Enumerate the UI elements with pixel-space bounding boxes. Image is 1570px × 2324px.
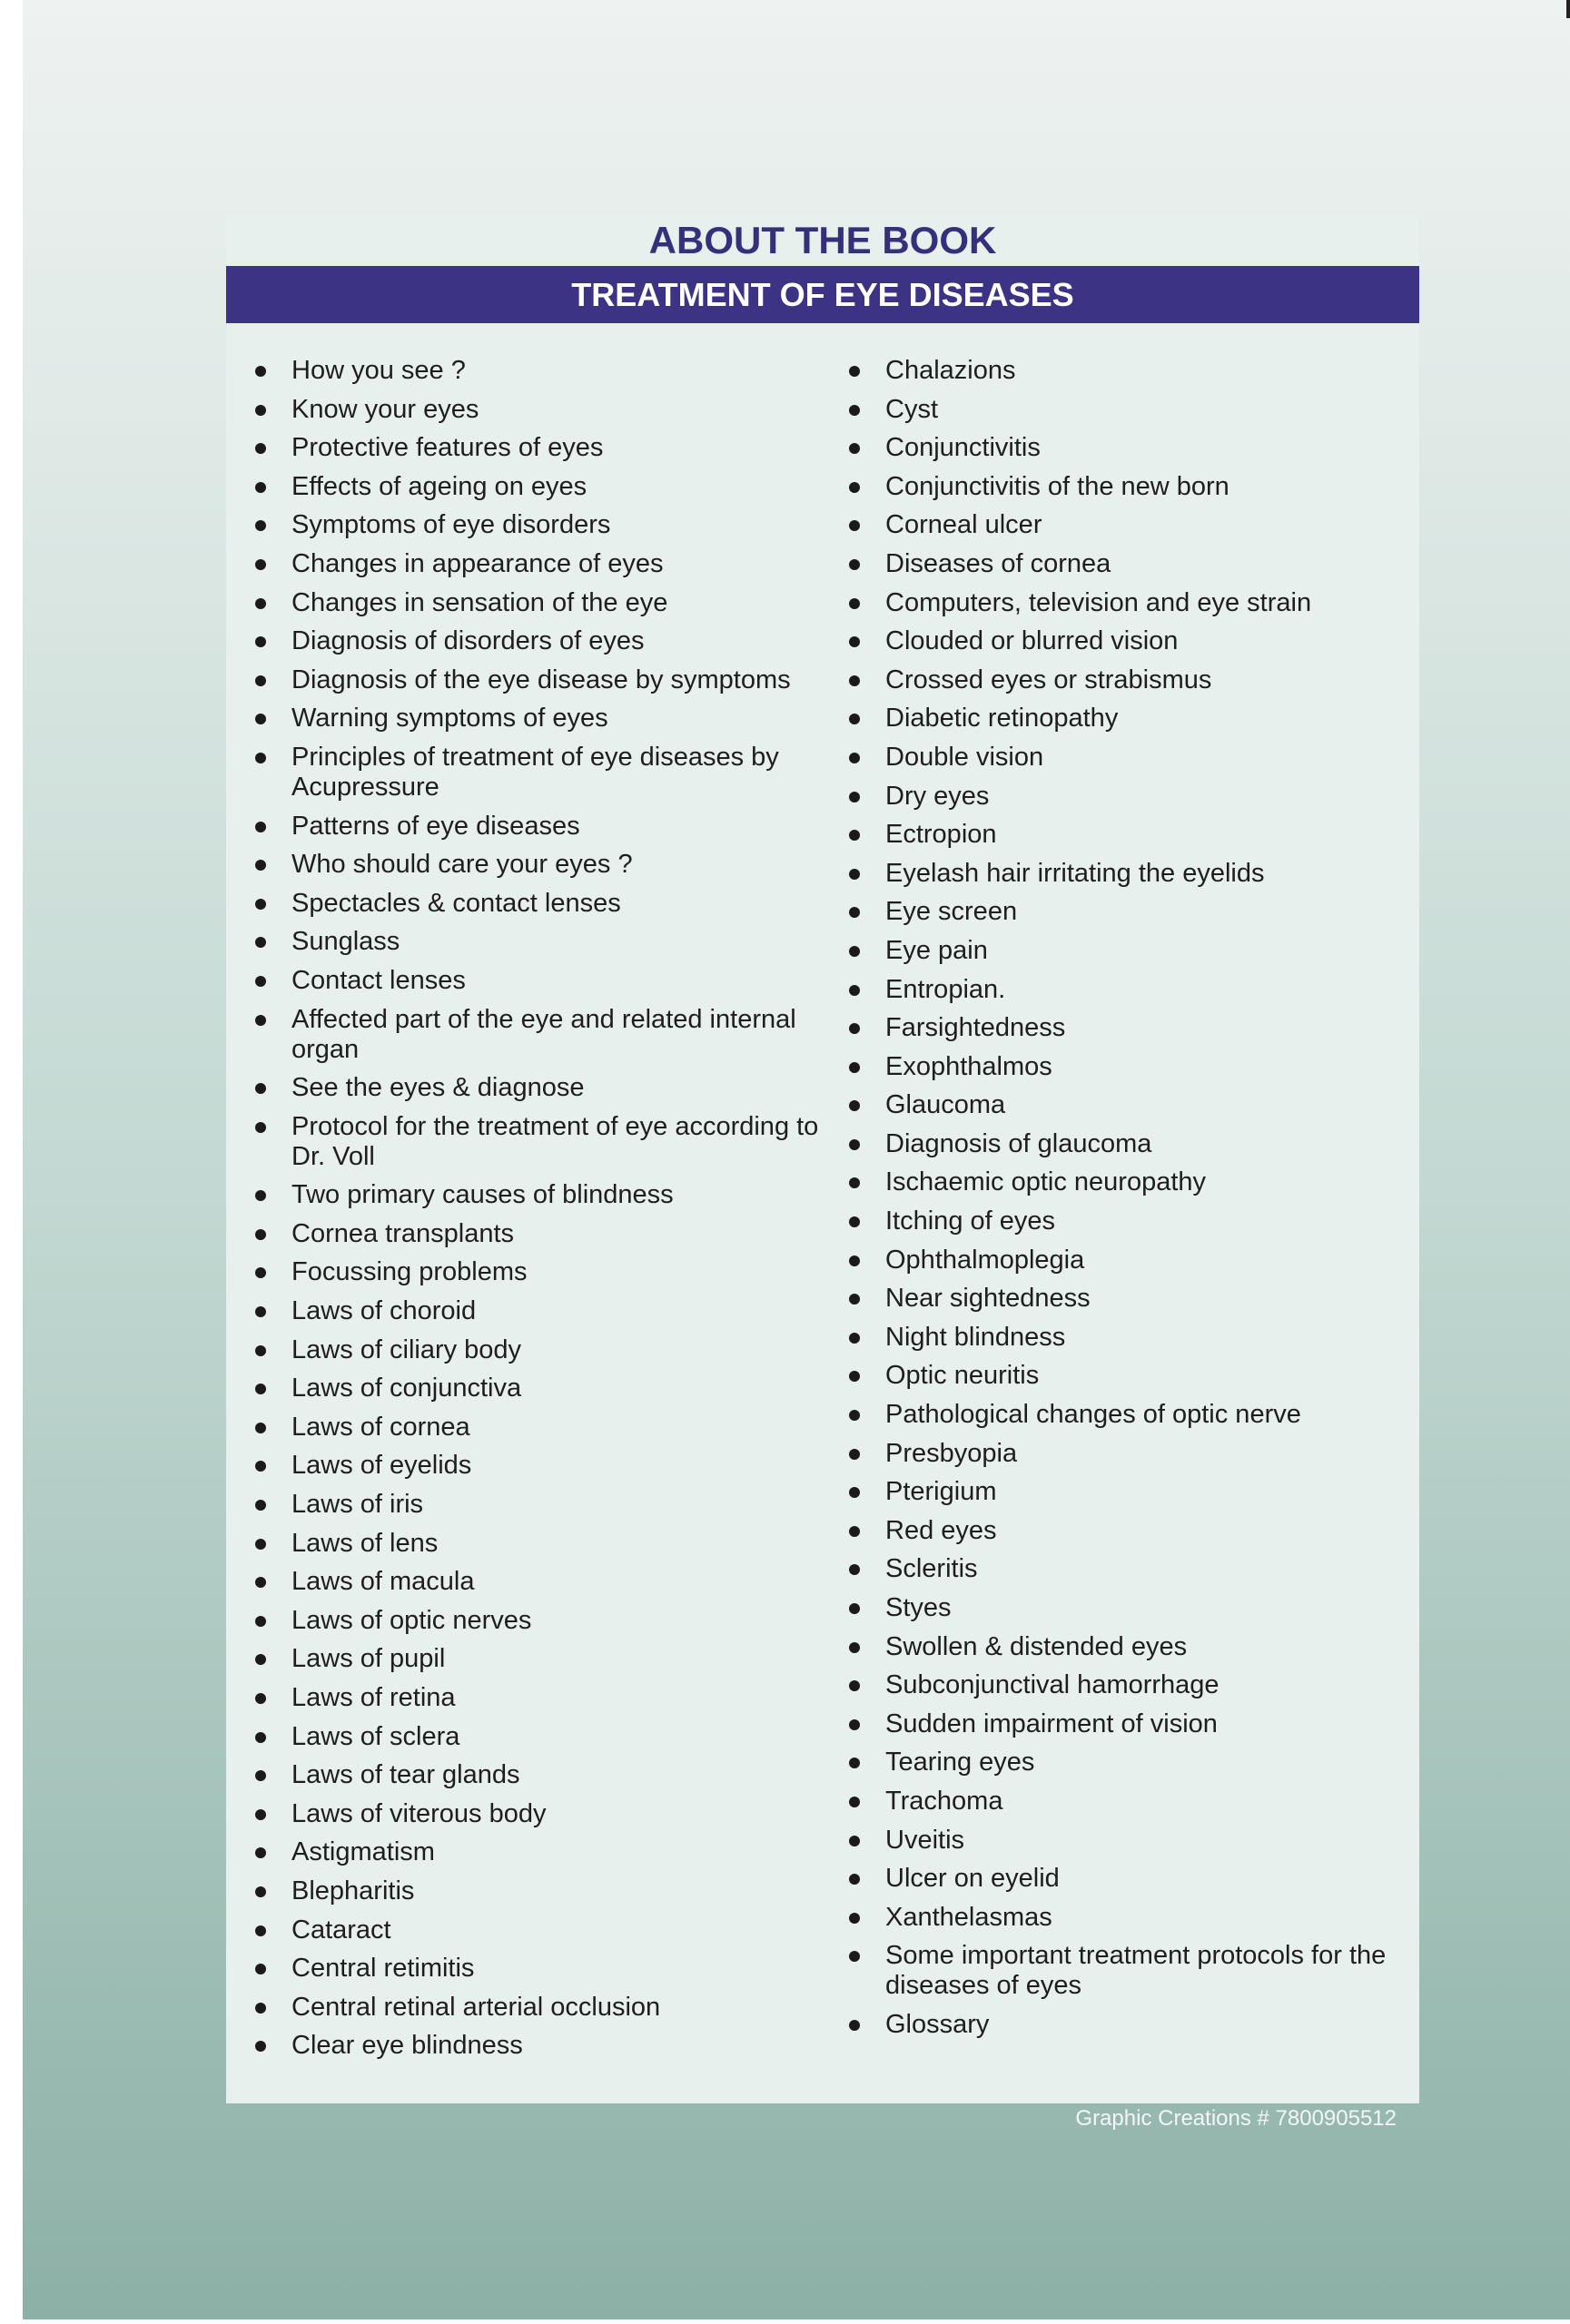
bullet-icon: [849, 907, 860, 918]
list-item-label: Exophthalmos: [885, 1051, 1052, 1081]
list-item: [255, 356, 836, 386]
list-item: [255, 588, 836, 618]
list-item: [255, 1335, 836, 1365]
bullet-icon: [849, 675, 860, 686]
list-item: [255, 626, 836, 656]
bullet-icon: [255, 1461, 266, 1472]
list-item-label: Protocol for the treatment of eye according to Dr. Voll: [291, 1111, 819, 1171]
bullet-icon: [849, 1216, 860, 1227]
list-item: [849, 1516, 1412, 1546]
list-item: [849, 1013, 1412, 1043]
bullet-icon: [849, 482, 860, 493]
list-item-label: Laws of sclera: [291, 1721, 460, 1751]
list-item-label: Dry eyes: [885, 781, 990, 811]
list-item-label: Presbyopia: [885, 1438, 1018, 1468]
bullet-icon: [255, 1693, 266, 1704]
list-item-label: Warning symptoms of eyes: [291, 704, 608, 734]
list-item-label: Diseases of cornea: [885, 548, 1111, 578]
bullet-icon: [849, 1062, 860, 1073]
list-item: [255, 549, 836, 579]
list-item-label: Conjunctivitis of the new born: [885, 471, 1229, 501]
list-item-label: Laws of choroid: [291, 1296, 477, 1326]
list-item-label: Tearing eyes: [885, 1748, 1035, 1777]
list-item-label: Eye pain: [885, 935, 988, 965]
about-book-panel: [226, 215, 1419, 2103]
list-item-label: Diagnosis of the eye disease by symptoms: [291, 665, 791, 694]
bullet-icon: [849, 1680, 860, 1691]
list-item: [255, 510, 836, 540]
bullet-icon: [849, 559, 860, 570]
bullet-icon: [849, 1294, 860, 1305]
list-item: [849, 626, 1412, 656]
bullet-icon: [849, 405, 860, 416]
bullet-icon: [255, 1616, 266, 1627]
bullet-icon: [255, 714, 266, 724]
list-item: [849, 433, 1412, 463]
list-item: [255, 1760, 836, 1790]
bullet-icon: [849, 1256, 860, 1266]
bullet-icon: [255, 976, 266, 987]
list-item: [255, 812, 836, 842]
bullet-icon: [849, 1603, 860, 1614]
list-item: [849, 549, 1412, 579]
bullet-icon: [255, 1654, 266, 1665]
topics-list-right: [849, 356, 1412, 2049]
bullet-icon: [849, 1642, 860, 1653]
bullet-icon: [849, 1333, 860, 1344]
list-item-label: Night blindness: [885, 1322, 1066, 1352]
list-item: [255, 1374, 836, 1403]
list-item: [849, 2010, 1412, 2040]
list-item: [255, 927, 836, 957]
list-item: [849, 588, 1412, 618]
list-item-label: Contact lenses: [291, 965, 466, 995]
list-item: [849, 975, 1412, 1005]
list-item: [255, 1722, 836, 1752]
bullet-icon: [849, 1797, 860, 1807]
bullet-icon: [255, 1423, 266, 1433]
list-item: [849, 782, 1412, 812]
list-item-label: Eye screen: [885, 897, 1018, 927]
bullet-icon: [255, 1539, 266, 1550]
list-item: [255, 1606, 836, 1636]
list-item: [255, 1073, 836, 1103]
bullet-icon: [255, 1886, 266, 1897]
list-item: [849, 472, 1412, 502]
list-item-label: Central retinal arterial occlusion: [291, 1992, 661, 2022]
list-item-label: Pterigium: [885, 1477, 997, 1507]
list-item: [849, 1941, 1412, 2001]
page-background: [23, 0, 1570, 2319]
list-item-label: Laws of pupil: [291, 1644, 446, 1674]
bullet-icon: [849, 636, 860, 647]
list-item: [849, 1206, 1412, 1236]
bullet-icon: [849, 1139, 860, 1150]
bullet-icon: [255, 2041, 266, 2052]
edge-mark: [1566, 0, 1570, 18]
bullet-icon: [849, 753, 860, 763]
credit-text: Graphic Creations # 7800905512: [1075, 2106, 1397, 2131]
list-item: [849, 1090, 1412, 1120]
list-item-label: Effects of ageing on eyes: [291, 471, 588, 501]
list-item-label: Two primary causes of blindness: [291, 1180, 674, 1210]
list-item-label: Subconjunctival hamorrhage: [885, 1670, 1219, 1700]
list-item: [849, 1748, 1412, 1777]
bullet-icon: [255, 598, 266, 609]
list-item-label: Eyelash hair irritating the eyelids: [885, 858, 1265, 888]
bullet-icon: [849, 1526, 860, 1537]
bullet-icon: [849, 1758, 860, 1768]
bullet-icon: [255, 1122, 266, 1133]
bullet-icon: [255, 1384, 266, 1394]
list-item-label: Laws of tear glands: [291, 1760, 520, 1790]
list-item-label: Pathological changes of optic nerve: [885, 1400, 1301, 1430]
list-item: [255, 395, 836, 425]
list-item: [849, 1554, 1412, 1584]
list-item-label: Laws of ciliary body: [291, 1334, 522, 1364]
list-item-label: Affected part of the eye and related internal organ: [291, 1004, 796, 1064]
list-item-label: Glossary: [885, 2009, 990, 2039]
list-item-label: Conjunctivitis: [885, 433, 1041, 463]
list-item-label: Principles of treatment of eye diseases by Acupressure: [291, 742, 779, 802]
list-item: [255, 1451, 836, 1481]
list-item: [255, 889, 836, 919]
list-item-label: Cornea transplants: [291, 1218, 515, 1248]
list-item-label: Swollen & distended eyes: [885, 1631, 1188, 1661]
list-item: [255, 704, 836, 734]
list-item: [849, 356, 1412, 386]
list-item-label: Cyst: [885, 394, 938, 424]
bullet-icon: [849, 366, 860, 377]
list-item: [255, 1529, 836, 1559]
bullet-icon: [255, 675, 266, 686]
list-item-label: Ectropion: [885, 820, 997, 850]
list-item: [849, 1439, 1412, 1469]
list-item-label: Computers, television and eye strain: [885, 587, 1312, 617]
list-item-label: Uveitis: [885, 1825, 965, 1855]
list-item-label: Focussing problems: [291, 1257, 528, 1287]
list-item-label: Diabetic retinopathy: [885, 704, 1119, 734]
list-item: [255, 1915, 836, 1945]
list-item-label: Sunglass: [291, 927, 400, 957]
bullet-icon: [255, 1083, 266, 1094]
bullet-icon: [849, 1177, 860, 1188]
list-item: [849, 1787, 1412, 1817]
list-item: [255, 1683, 836, 1713]
list-item-label: Ulcer on eyelid: [885, 1864, 1060, 1894]
list-item-label: How you see ?: [291, 356, 466, 385]
bullet-icon: [849, 1487, 860, 1498]
bullet-icon: [255, 2003, 266, 2014]
bullet-icon: [255, 822, 266, 832]
page-title: ABOUT THE BOOK: [648, 219, 997, 261]
list-item-label: Know your eyes: [291, 394, 479, 424]
list-item-label: Diagnosis of disorders of eyes: [291, 626, 645, 656]
bullet-icon: [255, 1500, 266, 1511]
bullet-icon: [255, 899, 266, 910]
bullet-icon: [255, 1925, 266, 1936]
list-item: [849, 1323, 1412, 1353]
list-item-label: Some important treatment protocols for the diseases of eyes: [885, 1941, 1387, 2001]
bullet-icon: [255, 1190, 266, 1201]
list-item-label: Laws of viterous body: [291, 1798, 547, 1828]
list-item-label: Spectacles & contact lenses: [291, 888, 621, 918]
bullet-icon: [849, 520, 860, 531]
list-item: [255, 1567, 836, 1597]
list-item: [849, 665, 1412, 695]
bullet-icon: [255, 1229, 266, 1240]
list-item: [849, 1903, 1412, 1933]
list-item: [255, 1413, 836, 1443]
bullet-icon: [849, 1913, 860, 1924]
list-item-label: Laws of lens: [291, 1528, 439, 1558]
list-item: [255, 1490, 836, 1520]
list-item-label: Sudden impairment of vision: [885, 1709, 1218, 1738]
list-item-label: Symptoms of eye disorders: [291, 510, 611, 540]
bullet-icon: [849, 598, 860, 609]
list-item-label: Astigmatism: [291, 1837, 435, 1867]
list-item-label: Corneal ulcer: [885, 510, 1042, 540]
list-item: [849, 1052, 1412, 1082]
bullet-icon: [255, 1732, 266, 1743]
list-item-label: Near sightedness: [885, 1284, 1091, 1314]
list-item: [849, 820, 1412, 850]
list-item-label: Blepharitis: [291, 1876, 415, 1905]
bullet-icon: [849, 946, 860, 957]
list-item-label: Double vision: [885, 742, 1044, 772]
list-item: [849, 897, 1412, 927]
bullet-icon: [255, 1306, 266, 1317]
bullet-icon: [849, 1449, 860, 1460]
bullet-icon: [255, 1577, 266, 1588]
bullet-icon: [849, 1023, 860, 1034]
list-item: [849, 395, 1412, 425]
bullet-icon: [849, 1564, 860, 1575]
list-item: [255, 1799, 836, 1829]
list-item-label: Laws of optic nerves: [291, 1605, 532, 1635]
bullet-icon: [255, 366, 266, 377]
list-item-label: Glaucoma: [885, 1090, 1006, 1120]
bullet-icon: [255, 482, 266, 493]
list-item-label: Clouded or blurred vision: [885, 626, 1179, 656]
list-item-label: Changes in sensation of the eye: [291, 587, 668, 617]
bullet-icon: [255, 559, 266, 570]
list-item: [849, 936, 1412, 966]
list-item: [255, 1837, 836, 1867]
bullet-icon: [255, 1015, 266, 1026]
list-item-label: Crossed eyes or strabismus: [885, 665, 1212, 694]
list-item-label: Central retimitis: [291, 1954, 475, 1984]
list-item-label: Itching of eyes: [885, 1206, 1055, 1236]
list-item: [255, 743, 836, 803]
list-item: [255, 2031, 836, 2061]
bullet-icon: [849, 792, 860, 803]
bullet-icon: [255, 443, 266, 454]
list-item: [849, 704, 1412, 734]
book-title-bar: TREATMENT OF EYE DISEASES: [226, 266, 1419, 323]
list-item: [255, 1296, 836, 1326]
bullet-icon: [849, 443, 860, 454]
list-item-label: Laws of macula: [291, 1567, 475, 1597]
list-item: [255, 1219, 836, 1249]
list-item: [849, 1361, 1412, 1391]
list-item-label: Laws of cornea: [291, 1412, 470, 1442]
bullet-icon: [849, 869, 860, 880]
bullet-icon: [255, 1809, 266, 1820]
list-item: [255, 1180, 836, 1210]
list-item: [255, 1876, 836, 1906]
list-item-label: Diagnosis of glaucoma: [885, 1128, 1152, 1158]
bullet-icon: [849, 830, 860, 841]
list-item-label: Protective features of eyes: [291, 433, 604, 463]
list-item: [849, 1709, 1412, 1739]
bullet-icon: [849, 1100, 860, 1111]
list-item: [849, 743, 1412, 773]
bullet-icon: [849, 985, 860, 996]
list-item-label: Cataract: [291, 1915, 391, 1945]
list-item: [849, 510, 1412, 540]
list-item-label: Farsightedness: [885, 1013, 1066, 1043]
bullet-icon: [255, 753, 266, 763]
list-item-label: Ophthalmoplegia: [885, 1245, 1085, 1275]
list-item: [255, 966, 836, 996]
topics-list-left: [255, 356, 836, 2070]
list-item: [255, 433, 836, 463]
list-item: [255, 1644, 836, 1674]
list-item: [255, 850, 836, 880]
list-item-label: Who should care your eyes ?: [291, 850, 633, 880]
list-item-label: Trachoma: [885, 1786, 1003, 1816]
bullet-icon: [849, 1371, 860, 1382]
list-item: [255, 472, 836, 502]
list-item: [849, 1826, 1412, 1856]
list-item: [255, 1112, 836, 1172]
list-item-label: Laws of iris: [291, 1490, 424, 1520]
bullet-icon: [255, 860, 266, 871]
bullet-icon: [255, 1267, 266, 1278]
list-item: [849, 1670, 1412, 1700]
bullet-icon: [255, 520, 266, 531]
list-item: [849, 859, 1412, 889]
bullet-icon: [849, 1951, 860, 1962]
list-item: [255, 1005, 836, 1065]
list-item-label: Scleritis: [885, 1554, 978, 1584]
bullet-icon: [849, 1719, 860, 1730]
list-item-label: Patterns of eye diseases: [291, 811, 580, 841]
list-item: [849, 1129, 1412, 1159]
list-item-label: Clear eye blindness: [291, 2031, 523, 2061]
list-item-label: Entropian.: [885, 974, 1006, 1004]
list-item: [849, 1400, 1412, 1430]
bullet-icon: [849, 1874, 860, 1885]
bullet-icon: [255, 1847, 266, 1858]
list-item: [849, 1477, 1412, 1507]
bullet-icon: [849, 1836, 860, 1846]
list-item: [849, 1167, 1412, 1197]
bullet-icon: [255, 1345, 266, 1356]
list-item-label: Laws of retina: [291, 1683, 456, 1712]
list-item-label: Optic neuritis: [885, 1361, 1040, 1391]
list-item-label: See the eyes & diagnose: [291, 1073, 585, 1103]
list-item: [255, 1993, 836, 2023]
bullet-icon: [849, 714, 860, 724]
bullet-icon: [849, 1410, 860, 1421]
bullet-icon: [255, 636, 266, 647]
list-item-label: Laws of conjunctiva: [291, 1374, 522, 1403]
list-item: [255, 1257, 836, 1287]
bullet-icon: [255, 1770, 266, 1781]
bullet-icon: [255, 937, 266, 948]
list-item-label: Styes: [885, 1593, 952, 1622]
list-item: [849, 1246, 1412, 1275]
bullet-icon: [849, 2020, 860, 2031]
list-item: [849, 1632, 1412, 1662]
list-item: [255, 1954, 836, 1984]
list-item: [849, 1864, 1412, 1894]
bullet-icon: [255, 405, 266, 416]
list-item: [255, 665, 836, 695]
list-item: [849, 1593, 1412, 1623]
list-item-label: Laws of eyelids: [291, 1451, 472, 1481]
list-item-label: Red eyes: [885, 1515, 997, 1545]
bullet-icon: [255, 1964, 266, 1974]
list-item: [849, 1284, 1412, 1314]
list-item-label: Xanthelasmas: [885, 1902, 1052, 1932]
list-item-label: Chalazions: [885, 356, 1016, 385]
list-item-label: Ischaemic optic neuropathy: [885, 1167, 1207, 1197]
list-item-label: Changes in appearance of eyes: [291, 548, 664, 578]
